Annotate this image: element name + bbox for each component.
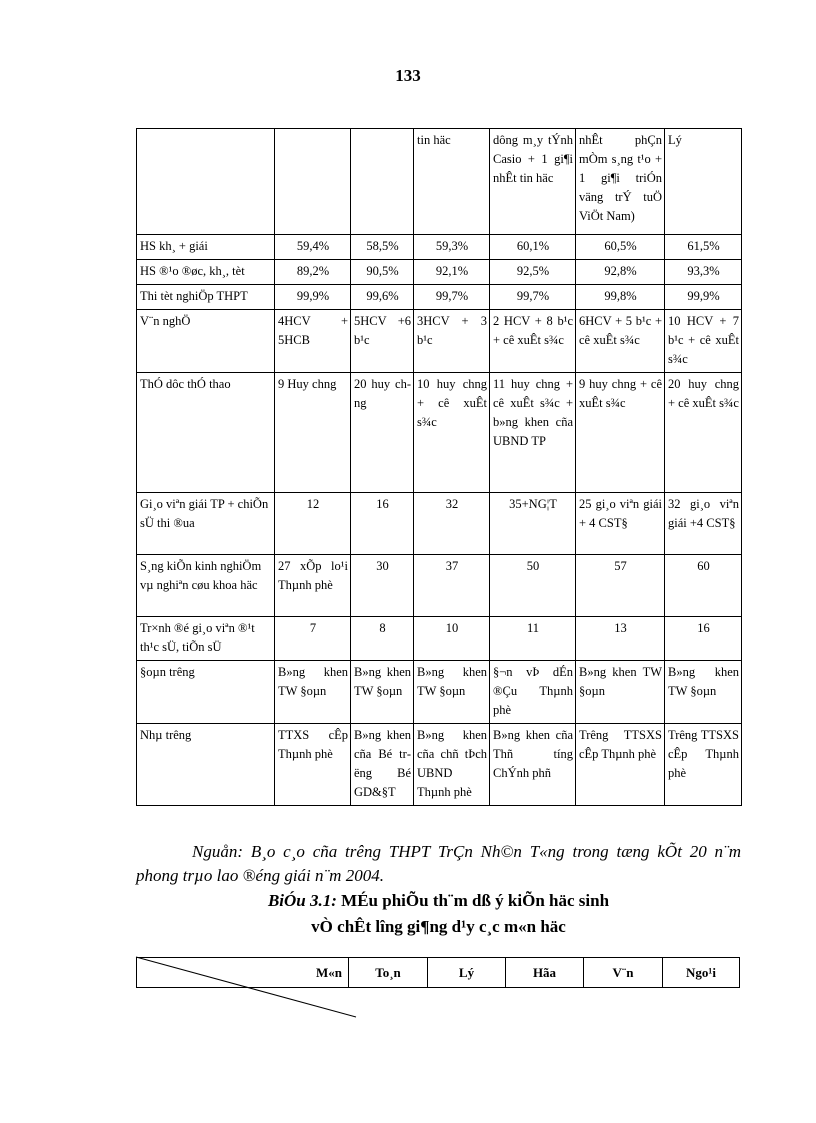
value-cell: 99,7% xyxy=(490,285,576,310)
value-cell: 9 Huy chng xyxy=(275,373,351,493)
value-cell: 8 xyxy=(351,617,414,661)
subject-chemistry: Hãa xyxy=(506,958,584,988)
value-cell: Lý xyxy=(665,129,742,235)
value-cell: 4HCV + 5HCB xyxy=(275,310,351,373)
row-label-cell: Thi tèt nghiÖp THPT xyxy=(137,285,275,310)
achievement-table xyxy=(136,128,742,806)
value-cell: 10 huy chng + cê xuÊt s¾c xyxy=(414,373,490,493)
value-cell: 60 xyxy=(665,555,742,617)
row-label-cell: ThÓ dôc thÓ thao xyxy=(137,373,275,493)
table-row xyxy=(137,373,742,493)
caption-label: BiÓu 3.1: xyxy=(267,891,337,910)
value-cell: 25 gi¸o viªn giái + 4 CST§ xyxy=(576,493,665,555)
row-label-cell: Tr×nh ®é gi¸o viªn ®¹t th¹c sÜ, tiÕn sÜ xyxy=(137,617,275,661)
value-cell: 61,5% xyxy=(665,235,742,260)
subject-literature: V¨n xyxy=(584,958,663,988)
table-row xyxy=(137,661,742,724)
value-cell: B»ng khen TW §oµn xyxy=(275,661,351,724)
value-cell: 60,1% xyxy=(490,235,576,260)
subject-foreign-language: Ngo¹i xyxy=(663,958,740,988)
value-cell: 89,2% xyxy=(275,260,351,285)
row-label-cell: V¨n nghÖ xyxy=(137,310,275,373)
caption-line2: vÒ chÊt lîng gi¶ng d¹y c¸c m«n häc xyxy=(311,917,566,936)
value-cell: B»ng khen TW §oµn xyxy=(351,661,414,724)
table-row xyxy=(137,285,742,310)
value-cell: 32 gi¸o viªn giái +4 CST§ xyxy=(665,493,742,555)
value-cell: Trêng TTSXS cÊp Thµnh phè xyxy=(576,724,665,806)
value-cell: nhÊt phÇn mÒm s¸ng t¹o + 1 gi¶i triÓn väng trÝ tuÖ ViÖt Nam) xyxy=(576,129,665,235)
value-cell: tin häc xyxy=(414,129,490,235)
value-cell: 5HCV +6 b¹c xyxy=(351,310,414,373)
table-row xyxy=(137,493,742,555)
value-cell: 50 xyxy=(490,555,576,617)
row-label-cell: §oµn trêng xyxy=(137,661,275,724)
value-cell: 11 xyxy=(490,617,576,661)
value-cell xyxy=(351,129,414,235)
value-cell: 92,5% xyxy=(490,260,576,285)
value-cell: 16 xyxy=(351,493,414,555)
figure-caption xyxy=(136,888,741,940)
value-cell: B»ng khen TW §oµn xyxy=(665,661,742,724)
row-label-cell: HS ®¹o ®øc, kh¸, tèt xyxy=(137,260,275,285)
value-cell: 99,9% xyxy=(275,285,351,310)
subject-physics: Lý xyxy=(428,958,506,988)
value-cell: 30 xyxy=(351,555,414,617)
value-cell: §¬n vÞ dÉn ®Çu Thµnh phè xyxy=(490,661,576,724)
value-cell: 3HCV + 3 b¹c xyxy=(414,310,490,373)
value-cell: B»ng khen cña chñ tÞch UBND Thµnh phè xyxy=(414,724,490,806)
value-cell: B»ng khen TW §oµn xyxy=(414,661,490,724)
table-row xyxy=(137,555,742,617)
value-cell: 2 HCV + 8 b¹c + cê xuÊt s¾c xyxy=(490,310,576,373)
value-cell: 37 xyxy=(414,555,490,617)
table-row xyxy=(137,724,742,806)
value-cell: 6HCV + 5 b¹c + cê xuÊt s¾c xyxy=(576,310,665,373)
value-cell: 99,7% xyxy=(414,285,490,310)
value-cell: TTXS cÊp Thµnh phè xyxy=(275,724,351,806)
table-row xyxy=(137,260,742,285)
value-cell: 10 HCV + 7 b¹c + cê xuÊt s¾c xyxy=(665,310,742,373)
value-cell: 12 xyxy=(275,493,351,555)
value-cell: 92,1% xyxy=(414,260,490,285)
source-note: Nguån: B¸o c¸o cña trêng THPT TrÇn Nh©n T«ng trong tæng kÕt 20 n¨m phong trµo lao ®éng giái n¨m 2004. xyxy=(136,842,741,885)
value-cell: 10 xyxy=(414,617,490,661)
value-cell: 13 xyxy=(576,617,665,661)
subject-math: To¸n xyxy=(349,958,428,988)
table-row xyxy=(137,129,742,235)
row-label-cell: Nhµ trêng xyxy=(137,724,275,806)
table-row xyxy=(137,235,742,260)
table-row xyxy=(137,310,742,373)
value-cell: 11 huy chng + cê xuÊt s¾c + b»ng khen cña UBND TP xyxy=(490,373,576,493)
survey-corner-label: M«n xyxy=(137,958,349,988)
row-label-cell: HS kh¸ + giái xyxy=(137,235,275,260)
value-cell: 27 xÕp lo¹i Thµnh phè xyxy=(275,555,351,617)
value-cell: 59,4% xyxy=(275,235,351,260)
value-cell: 35+NG¦T xyxy=(490,493,576,555)
value-cell: B»ng khen cña Thñ tíng ChÝnh phñ xyxy=(490,724,576,806)
value-cell: 99,8% xyxy=(576,285,665,310)
value-cell: 60,5% xyxy=(576,235,665,260)
value-cell: 57 xyxy=(576,555,665,617)
value-cell: Trêng TTSXS cÊp Thµnh phè xyxy=(665,724,742,806)
value-cell: 9 huy chng + cê xuÊt s¾c xyxy=(576,373,665,493)
row-label-cell: Gi¸o viªn giái TP + chiÕn sÜ thi ®ua xyxy=(137,493,275,555)
value-cell: 90,5% xyxy=(351,260,414,285)
value-cell: 7 xyxy=(275,617,351,661)
value-cell: 99,9% xyxy=(665,285,742,310)
caption-line1: MÉu phiÕu th¨m dß ý kiÕn häc sinh xyxy=(336,891,610,910)
value-cell: 32 xyxy=(414,493,490,555)
value-cell: B»ng khen TW §oµn xyxy=(576,661,665,724)
value-cell: 58,5% xyxy=(351,235,414,260)
value-cell: 92,8% xyxy=(576,260,665,285)
value-cell: 93,3% xyxy=(665,260,742,285)
row-label-cell: S¸ng kiÕn kinh nghiÖm vµ nghiªn cøu khoa häc xyxy=(137,555,275,617)
value-cell: 20 huy chng + cê xuÊt s¾c xyxy=(665,373,742,493)
table-row xyxy=(137,617,742,661)
diagonal-divider xyxy=(136,957,366,1027)
value-cell: dông m¸y tÝnh Casio + 1 gi¶i nhÊt tin häc xyxy=(490,129,576,235)
row-label-cell xyxy=(137,129,275,235)
value-cell: 20 huy chng xyxy=(351,373,414,493)
value-cell: 99,6% xyxy=(351,285,414,310)
value-cell: 59,3% xyxy=(414,235,490,260)
value-cell: 16 xyxy=(665,617,742,661)
page-number: 133 xyxy=(395,66,421,85)
value-cell xyxy=(275,129,351,235)
value-cell: B»ng khen cña Bé trëng Bé GD&§T xyxy=(351,724,414,806)
